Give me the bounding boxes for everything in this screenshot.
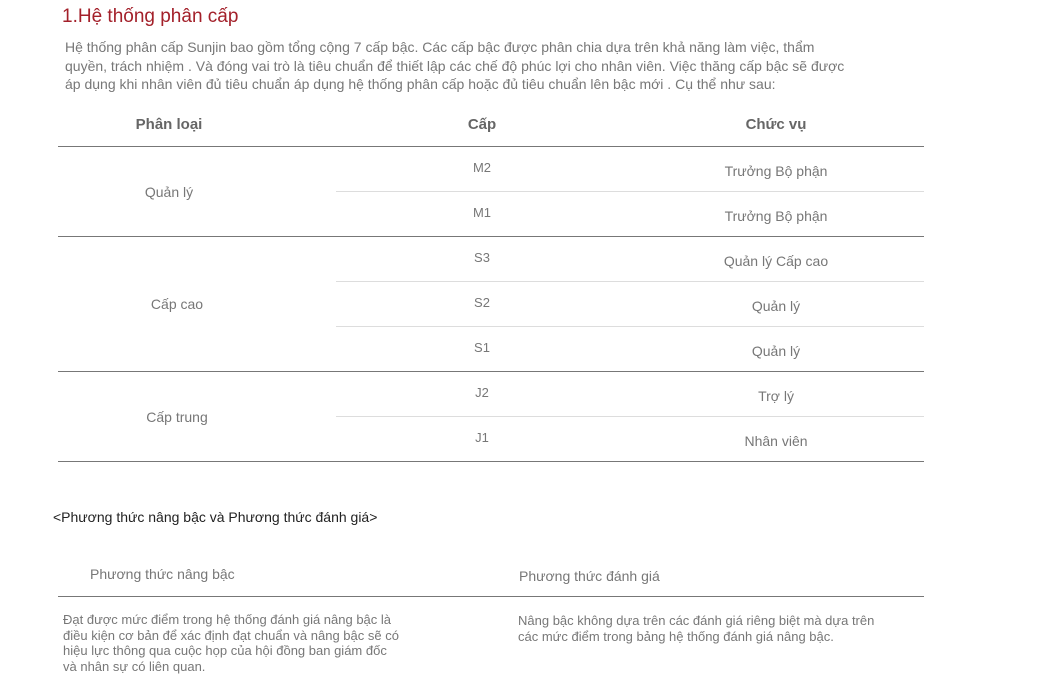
methods-table-header (58, 560, 924, 597)
table-row (336, 282, 924, 327)
position-cell: Quản lý (751, 343, 801, 359)
table-row (336, 417, 924, 461)
promotion-line: Đạt được mức điểm trong hệ thống đánh giá nâng bậc là (63, 612, 392, 627)
position-cell: Nhân viên (744, 433, 808, 449)
evaluation-description (518, 613, 918, 644)
header-evaluation: Phương thức đánh giá (519, 568, 660, 584)
promotion-line: điều kiện cơ bản để xác định đạt chuẩn và nâng bậc sẽ có (63, 627, 399, 643)
group-category: Cấp trung (146, 408, 208, 425)
level-cell: M1 (472, 205, 492, 220)
position-cell: Trưởng Bộ phận (724, 163, 828, 179)
promotion-line: hiệu lực thông qua cuộc họp của hội đồng ban giám đốc (63, 643, 387, 658)
methods-heading: <Phương thức nâng bậc và Phương thức đánh giá> (53, 509, 378, 525)
intro-paragraph (65, 38, 895, 94)
table-row (336, 237, 924, 282)
level-cell: M2 (472, 160, 492, 175)
header-position: Chức vụ (745, 116, 807, 133)
methods-table-row (58, 597, 924, 677)
header-promotion: Phương thức nâng bậc (90, 566, 235, 582)
methods-table (58, 560, 924, 677)
header-category: Phân loại (135, 116, 203, 133)
table-row (336, 327, 924, 371)
rank-table-header (58, 104, 924, 147)
group-category: Quản lý (144, 183, 194, 200)
rank-group-management (58, 147, 924, 237)
table-row (336, 372, 924, 417)
header-level: Cấp (467, 116, 497, 133)
intro-line: áp dụng khi nhân viên đủ tiêu chuẩn áp dụng hệ thống phân cấp hoặc đủ tiêu chuẩn lên bậc mới . Cụ thể như sau: (65, 76, 776, 92)
evaluation-line: các mức điểm trong bảng hệ thống đánh giá nâng bậc. (518, 628, 834, 644)
table-row (336, 147, 924, 192)
evaluation-line: Nâng bậc không dựa trên các đánh giá riêng biệt mà dựa trên (518, 613, 875, 628)
position-cell: Quản lý Cấp cao (723, 253, 829, 269)
position-cell: Quản lý (751, 298, 801, 314)
promotion-line: và nhân sự có liên quan. (63, 658, 206, 674)
rank-table (58, 104, 924, 462)
level-cell: J2 (475, 385, 489, 400)
level-cell: S3 (474, 250, 490, 265)
position-cell: Trợ lý (758, 388, 794, 404)
position-cell: Trưởng Bộ phận (724, 208, 828, 224)
table-row (336, 192, 924, 236)
level-cell: S2 (474, 295, 490, 310)
rank-group-middle (58, 372, 924, 462)
level-cell: J1 (475, 430, 489, 445)
section-title: 1.Hệ thống phân cấp (62, 6, 239, 27)
level-cell: S1 (474, 340, 490, 355)
promotion-description (63, 612, 443, 674)
group-category: Cấp cao (150, 296, 204, 312)
rank-group-senior (58, 237, 924, 372)
intro-line: Hệ thống phân cấp Sunjin bao gồm tổng cộng 7 cấp bậc. Các cấp bậc được phân chia dựa trên khả năng làm việc, thẩm (65, 39, 815, 55)
intro-line: quyền, trách nhiệm . Và đóng vai trò là tiêu chuẩn để thiết lập các chế độ phúc lợi cho nhân viên. Việc thăng cấp bậc sẽ được (65, 57, 845, 74)
